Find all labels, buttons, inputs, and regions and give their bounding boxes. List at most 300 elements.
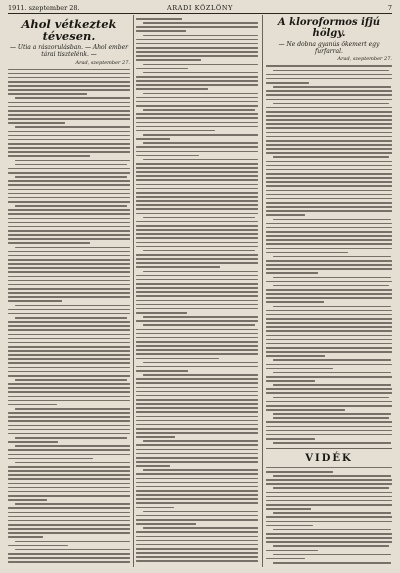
text-line [266,339,392,341]
column-rule [262,15,263,567]
text-line [8,400,130,402]
text-line [266,388,392,390]
text-line [266,161,392,163]
text-line [136,200,258,202]
text-line [266,376,392,378]
text-line [136,51,258,53]
text-line [273,545,389,547]
text-line [136,536,258,538]
column-3 [266,15,392,567]
text-line [143,72,258,74]
text-line [136,515,258,517]
text-line [266,355,325,357]
text-line [143,250,255,252]
text-line [15,462,130,464]
text-line [8,284,130,286]
text-line [15,160,130,162]
text-line [266,533,392,535]
text-line [266,541,392,543]
text-line [136,424,258,426]
text-line [15,379,127,381]
text-line [136,18,182,20]
text-line [266,119,392,121]
text-line [266,430,392,432]
text-line [136,43,258,45]
text-line [8,507,130,509]
text-line [136,122,258,124]
text-line [273,156,389,158]
text-line [266,173,392,175]
text-line [8,118,130,120]
text-line [136,382,258,384]
text-line [266,136,392,138]
text-line [8,404,57,406]
text-line [136,146,258,148]
text-line [8,487,130,489]
text-line [273,397,389,399]
text-line [266,289,392,291]
text-line [266,558,305,560]
text-line [8,242,90,244]
text-line [8,106,130,108]
text-line [8,474,130,476]
text-line [15,176,127,178]
text-line [136,196,258,198]
text-line [266,243,392,245]
text-line [8,553,130,555]
text-line [8,387,130,389]
text-line [136,167,258,169]
text-line [136,68,188,70]
text-line [136,155,199,157]
text-line [8,420,130,422]
text-line [8,354,130,356]
text-line [136,407,258,409]
text-line [8,346,130,348]
text-line [8,321,130,323]
text-line [8,143,130,145]
text-line [136,507,174,509]
text-line [8,230,130,232]
text-line [266,206,392,208]
text-line [266,496,392,498]
text-line [136,523,196,525]
text-line [8,93,87,95]
text-line [8,122,65,124]
text-line [15,126,130,128]
text-line [136,88,208,90]
text-line [266,90,392,92]
text-line [136,308,258,310]
text-line [8,102,130,104]
text-line [8,466,130,468]
text-line [136,490,258,492]
text-line [266,148,392,150]
text-line [8,441,58,443]
text-line [136,300,258,302]
text-line [266,107,392,109]
text-line [136,428,258,430]
column-body-text [266,65,392,443]
text-line [8,520,130,522]
text-line [266,281,392,283]
text-line [8,309,130,311]
text-line [136,246,258,248]
text-line [266,235,392,237]
text-line [136,233,258,235]
text-line [136,399,258,401]
text-line [266,152,392,154]
text-line [136,341,258,343]
text-line [8,350,130,352]
text-line [143,374,258,376]
text-line [136,208,258,210]
text-line [266,252,348,254]
text-line [8,238,130,240]
column-2 [136,15,258,567]
text-line [266,227,392,229]
text-line [143,35,258,37]
text-line [136,26,258,28]
text-line [136,473,258,475]
text-line [266,123,392,125]
text-line [143,134,258,136]
text-line [15,97,130,99]
text-line [136,548,258,550]
text-line [136,329,258,331]
text-line [136,403,258,405]
text-line [8,155,90,157]
text-line [8,218,130,220]
text-line [266,140,392,142]
text-line [136,444,258,446]
text-line [266,314,392,316]
text-line [143,159,258,161]
text-line [8,292,130,294]
text-line [8,338,130,340]
right-article-headline: A kloroformos ifjú hölgy. [277,17,381,39]
text-line [136,416,258,418]
text-line [266,318,392,320]
text-line [8,545,68,547]
text-line [273,219,391,221]
text-line [8,325,130,327]
text-line [136,502,258,504]
text-line [8,371,130,373]
text-line [8,222,130,224]
right-article-subtitle: — Ne dobna gyanús ökemert egy furfarral. [278,41,380,56]
text-line [266,347,392,349]
text-line [266,239,392,241]
text-line [8,412,130,414]
text-line [136,366,258,368]
text-line [136,560,258,562]
header-date: 1911. szeptember 28. [8,4,80,12]
text-line [136,287,258,289]
text-line [8,433,130,435]
text-line [273,70,389,72]
text-line [8,234,130,236]
text-line [15,164,127,166]
text-line [8,313,130,315]
text-line [136,192,258,194]
text-line [136,449,258,451]
text-line [8,449,130,451]
left-article-headline: Ahol vétkeztek tévesen. [21,17,117,44]
text-line [136,353,258,355]
text-line [266,293,392,295]
text-line [273,306,391,308]
text-line [266,421,392,423]
text-line [8,557,130,559]
text-line [8,131,130,133]
text-line [8,458,93,460]
text-line [266,343,392,345]
text-line [273,442,391,444]
text-line [136,130,215,132]
text-line [266,210,392,212]
text-line [8,151,130,153]
text-line [136,291,258,293]
text-line [273,103,389,105]
text-line [136,320,258,322]
text-line [8,383,130,385]
text-line [136,39,258,41]
text-line [8,139,130,141]
text-line [8,375,130,377]
text-line [8,193,130,195]
text-line [136,482,258,484]
text-line [136,242,258,244]
text-line [136,225,258,227]
text-line [136,47,258,49]
text-line [136,552,258,554]
text-line [8,483,130,485]
column-1 [8,15,130,567]
text-line [8,201,130,203]
text-line [136,80,258,82]
text-line [266,550,318,552]
text-line [266,132,392,134]
text-line [15,317,127,319]
running-header [8,3,392,13]
text-line [8,396,130,398]
text-line [136,175,258,177]
text-line [266,297,392,299]
text-line [273,529,391,531]
text-line [273,256,391,258]
left-article-subtitle: — Utia a rászorulásban. — Ahol ember tárai tisztelénk. — [9,44,128,59]
text-line [266,322,392,324]
text-line [8,296,130,298]
text-line [15,445,130,447]
text-line [266,504,392,506]
text-line [8,213,130,215]
text-line [266,99,392,101]
text-line [143,316,258,318]
text-line [266,115,392,117]
text-line [266,65,392,67]
text-line [136,117,258,119]
column-body-text [136,18,258,562]
text-line [266,335,392,337]
text-line [143,440,258,442]
text-line [266,78,392,80]
text-line [8,454,130,456]
text-line [15,305,130,307]
text-line [8,416,130,418]
text-line [136,378,258,380]
text-line [266,467,392,469]
text-line [136,258,258,260]
text-line [136,262,258,264]
text-line [266,144,392,146]
text-line [8,499,47,501]
text-line [143,64,258,66]
text-line [273,384,391,386]
text-line [8,367,130,369]
text-line [273,372,391,374]
text-line [15,541,130,543]
text-line [8,470,130,472]
text-line [8,226,130,228]
text-line [266,223,392,225]
text-line [266,479,392,481]
text-line [136,113,258,115]
text-line [266,181,392,183]
text-line [136,540,258,542]
text-line [8,300,62,302]
text-line [143,271,258,273]
text-line [273,277,391,279]
text-line [8,73,130,75]
text-line [266,330,392,332]
text-line [143,142,258,144]
text-line [136,126,258,128]
text-line [266,401,392,403]
text-line [136,30,186,32]
text-line [136,213,258,215]
text-line [136,498,258,500]
text-line [136,333,258,335]
text-line [143,511,258,513]
text-line [8,288,130,290]
text-line [266,198,392,200]
text-line [136,59,201,61]
text-line [266,185,392,187]
text-line [136,387,258,389]
text-line [136,494,258,496]
text-line [8,478,130,480]
text-line [8,524,130,526]
section-title: VIDÉK [305,452,353,464]
text-line [136,76,258,78]
right-article-dateline: Arad, szeptember 27. [337,56,392,63]
text-line [266,268,392,270]
text-line [136,337,258,339]
text-line [8,391,130,393]
text-line [15,247,130,249]
text-line [266,405,392,407]
text-line [8,69,130,71]
text-line [136,279,258,281]
text-line [136,420,258,422]
text-line [8,110,130,112]
text-line [266,521,392,523]
text-line [266,525,313,527]
text-line [273,413,391,415]
text-line [136,486,258,488]
text-line [266,165,392,167]
left-article-dateline: Arad, szeptember 27. [75,59,130,66]
text-line [273,475,391,477]
text-line [136,105,258,107]
text-line [136,237,258,239]
text-line [136,204,258,206]
text-line [143,22,258,24]
text-line [136,188,258,190]
text-line [136,358,219,360]
text-line [266,380,315,382]
text-line [266,483,392,485]
text-line [266,264,392,266]
text-line [8,329,130,331]
text-line [143,324,255,326]
text-line [136,163,258,165]
text-line [143,109,255,111]
text-line [136,436,175,438]
text-line [136,349,258,351]
text-line [8,251,130,253]
text-line [8,255,130,257]
text-line [8,114,130,116]
column-body-text [266,467,392,564]
text-line [266,471,333,473]
text-line [8,425,130,427]
text-line [266,94,392,96]
text-line [266,301,324,303]
text-line [266,438,315,440]
text-line [136,304,258,306]
column-rule [133,15,134,567]
text-line [8,197,130,199]
text-line [266,202,392,204]
text-line [15,549,130,551]
text-line [8,184,130,186]
text-line [266,326,392,328]
text-line [266,272,318,274]
text-line [266,500,392,502]
text-line [8,342,130,344]
text-line [136,151,258,153]
section-divider [266,448,392,449]
text-line [266,127,392,129]
text-line [266,194,392,196]
text-line [136,275,258,277]
text-line [136,544,258,546]
text-line [136,345,258,347]
text-line [8,528,130,530]
text-line [8,429,130,431]
text-line [136,254,258,256]
text-line [8,532,130,534]
text-line [273,417,389,419]
text-line [8,81,130,83]
text-line [266,368,333,370]
text-line [266,214,305,216]
text-line [136,465,170,467]
text-line [8,209,130,211]
